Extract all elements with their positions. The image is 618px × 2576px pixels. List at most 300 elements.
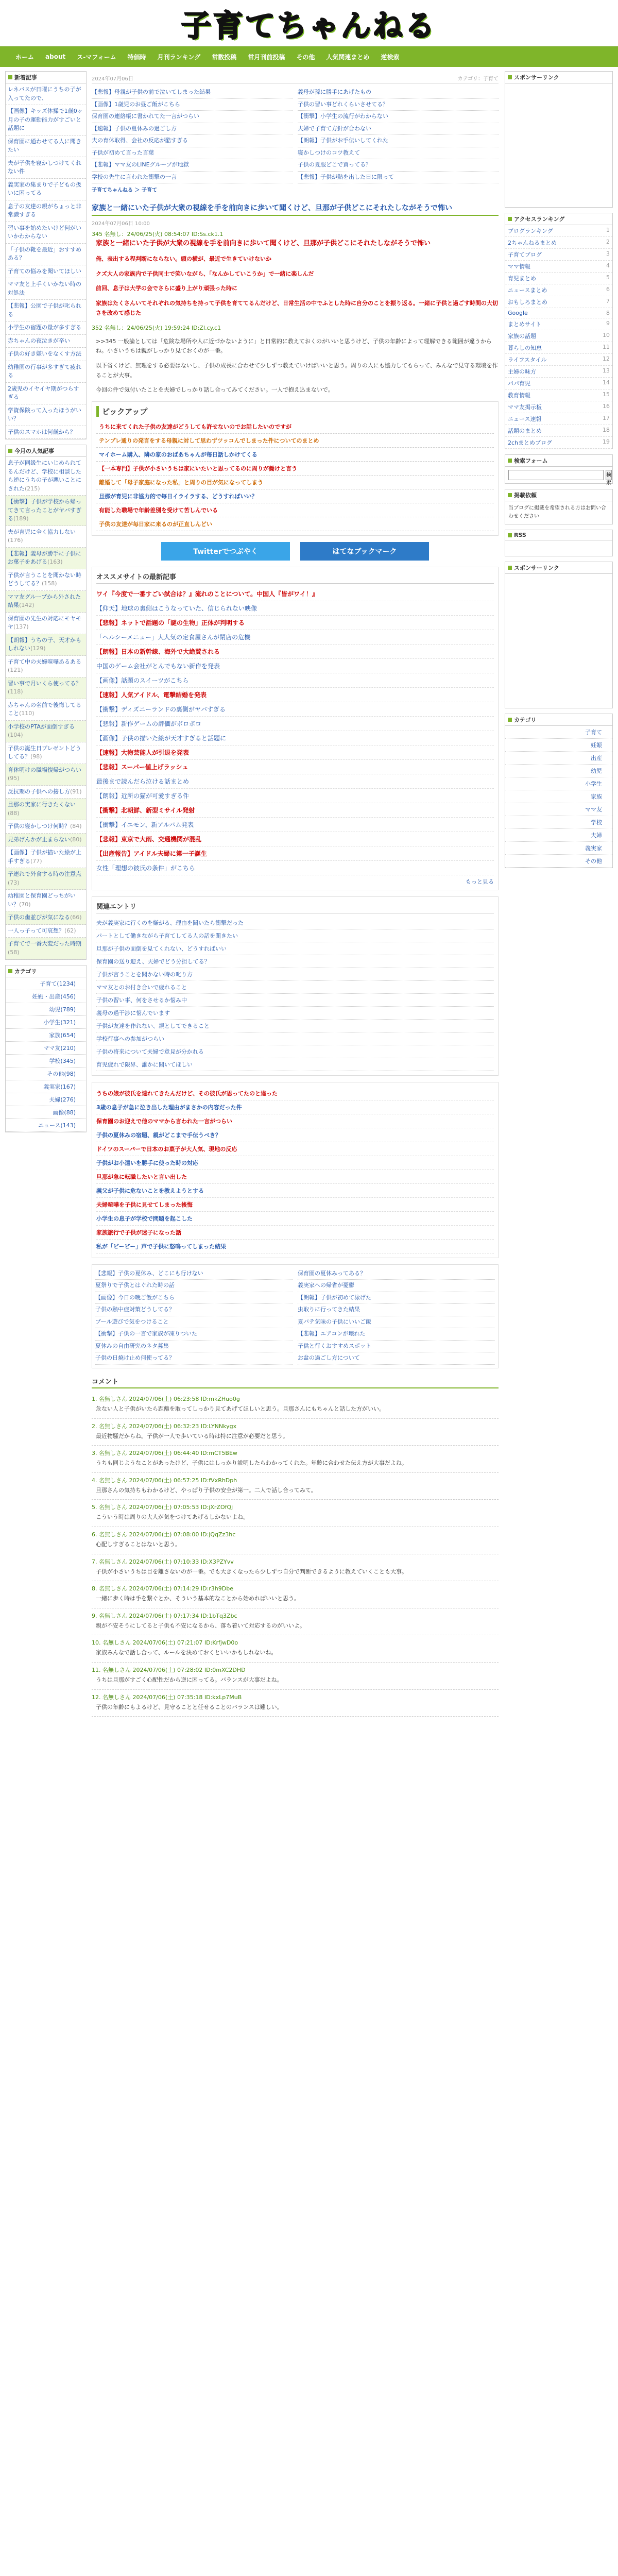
list-item <box>96 1128 494 1142</box>
sponsor-box <box>505 71 613 208</box>
list-item <box>505 261 612 273</box>
article-title[interactable]: 家族と一緒にいた子供が大衆の視線を手を前向きに歩いて聞くけど、旦那が子供どこにそれたしながそうで怖い <box>92 200 499 216</box>
list-item <box>6 677 86 699</box>
list-item <box>6 1003 86 1016</box>
related-link[interactable]: 子供が友達を作れない、親としてできること <box>96 1022 210 1029</box>
comment-count: (58) <box>8 948 20 956</box>
comment-count: (77) <box>30 857 42 865</box>
list-item <box>96 434 494 448</box>
pickup-title: ピックアップ <box>96 406 494 417</box>
list-item <box>298 1292 495 1304</box>
category-link[interactable]: 幼児 <box>591 768 602 774</box>
article-link[interactable]: 義母が孫に勝手にあげたもの <box>298 89 371 95</box>
category-link[interactable]: 小学生(321) <box>43 1019 76 1026</box>
list-item <box>298 172 499 184</box>
osusume-link[interactable]: 【悲報】新作ゲームの評価がボロボロ <box>96 720 202 727</box>
osusume-link[interactable]: 【画像】話題のスイーツがこちら <box>96 676 189 684</box>
list-item <box>6 925 86 938</box>
list-item <box>6 457 86 496</box>
article-link[interactable]: 【衝撃】小学生の流行がわからない <box>298 113 388 120</box>
comment-text: 一緒に歩く時は手を繋ぐとか、そういう基本的なことから始めればいいと思う。 <box>96 1595 300 1602</box>
ranking-number: 3 <box>606 250 610 257</box>
osusume-link[interactable]: 「ヘルシーメニュー」大人気の定食屋さんが閉店の危機 <box>96 633 251 641</box>
article-link[interactable]: 子供がお小遣いを勝手に使った時の対応 <box>96 1159 198 1166</box>
request-text: 当ブログに掲載を希望される方はお問い合わせください <box>508 505 606 519</box>
ranking-link[interactable]: 2chまとめブログ <box>508 439 553 446</box>
ranking-number: 14 <box>603 379 610 386</box>
article-link[interactable]: 寝かしつけのコツ教えて <box>298 149 360 156</box>
list-item <box>6 764 86 786</box>
ranking-link[interactable]: 話題のまとめ <box>508 428 542 434</box>
kanren-title: 関連エントリ <box>96 901 494 913</box>
list-item <box>505 273 612 284</box>
article-link[interactable]: ママ友と上手くいかない時の対処法 <box>8 281 81 296</box>
ranking-number: 1 <box>606 227 610 233</box>
nav-item[interactable]: ス-マフォーム <box>77 53 116 61</box>
article-link[interactable]: お盆の過ごし方について <box>298 1354 360 1362</box>
article-link[interactable]: うちの娘が彼氏を連れてきたんだけど、その彼氏が思ってたのと違った <box>96 1090 278 1097</box>
list-item <box>6 157 86 179</box>
res-header: 345 名無し：24/06/25(火) 08:54:07 ID:Ss.ck1.1 <box>92 231 224 238</box>
article-link[interactable]: 義実家への帰省が憂鬱 <box>298 1282 354 1289</box>
category-link[interactable]: その他(98) <box>47 1071 76 1077</box>
list-item <box>96 1020 494 1032</box>
article-link[interactable]: 子育てで一番大変だった時期 <box>8 940 81 947</box>
list-item <box>96 517 494 531</box>
comment-header: 12. 名無しさん 2024/07/06(土) 07:35:18 ID:kxLp7MuB <box>92 1693 242 1701</box>
list-item <box>505 296 612 308</box>
category-link[interactable]: 妊娠 <box>591 742 602 749</box>
article-link[interactable]: 【悲報】子供が熱を出した日に限って <box>298 173 394 180</box>
res-body: >>345 一般論としては「危険な場所や人に近づかないように」と日常的に教えておくのがいいと思うけど、子供の年齢によって理解できる範囲が違うからね。小さいうちは親がしっかり見ておくのが一番。 <box>96 337 492 354</box>
article-link[interactable]: 保育園の夏休みってある？ <box>298 1269 366 1277</box>
article-link[interactable]: 子供の歯並びが気になる <box>8 914 70 921</box>
category-link[interactable]: ママ友 <box>585 806 602 813</box>
category-link[interactable]: 義実家 <box>585 845 602 852</box>
box-title: アクセスランキング <box>514 216 565 223</box>
list-item <box>6 383 86 404</box>
article-link[interactable]: 旦那の実家に行きたくない <box>8 801 76 808</box>
article-link[interactable]: 子供のスマホは何歳から？ <box>8 428 76 435</box>
comment-count: (62) <box>64 927 76 934</box>
list-item <box>6 834 86 847</box>
article-link[interactable]: 兄弟げんかが止まらない <box>8 836 70 843</box>
res-body: 家族と一緒にいた子供が大衆の視線を手を前向きに歩いて聞くけど、旦那が子供どこにそれたしながそうで怖い <box>96 240 431 247</box>
article-link[interactable]: 子育ての悩みを聞いてほしい <box>8 267 81 275</box>
ad-area <box>505 574 612 708</box>
related-link[interactable]: 育児疲れで限界、誰かに聞いてほしい <box>96 1061 193 1068</box>
ranking-number: 2 <box>606 239 610 245</box>
res-list <box>92 230 499 395</box>
article-link[interactable]: 息子が同級生にいじめられてるんだけど、学校に相談したら逆にうちの子が悪いことにされた <box>8 460 81 492</box>
article-link[interactable]: 義実家の集まりで子どもの扱いに困ってる <box>8 181 81 196</box>
article-link[interactable]: 2歳児のイヤイヤ期がつらすぎる <box>8 385 79 400</box>
article-link[interactable]: 育休明けの職場復帰がつらい <box>8 766 81 773</box>
list-item <box>92 159 293 172</box>
list-item <box>6 361 86 383</box>
list-item <box>505 842 612 855</box>
article-link[interactable]: 幼稚園と保育園どっちがいい？ <box>8 892 76 908</box>
related-link[interactable]: 夫が義実家に行くのを嫌がる、理由を聞いたら衝撃だった <box>96 919 244 926</box>
list-item <box>96 968 494 981</box>
article-link[interactable]: 【悲報】ママ友のLINEグループが地獄 <box>92 161 189 168</box>
article-link[interactable]: 【朗報】子供がお手伝いしてくれた <box>298 137 388 144</box>
osusume-link[interactable]: 女性「理想の彼氏の条件」がこちら <box>96 864 196 872</box>
article-link[interactable]: 【悲報】義母が勝手に子供にお菓子をあげる <box>8 550 81 565</box>
category-link[interactable]: 画像(88) <box>53 1109 76 1116</box>
article-link[interactable]: 夫が育児に全く協力しない <box>8 528 76 535</box>
article-link[interactable]: 一人っ子って可哀想？ <box>8 927 64 934</box>
comment-header: 1. 名無しさん 2024/07/06(土) 06:23:58 ID:mkZHuo0g <box>92 1395 240 1402</box>
comment-count: (84) <box>70 823 82 829</box>
nav-item[interactable]: 人気関連まとめ <box>326 53 370 61</box>
article-link[interactable]: 旦那が急に転職したいと言い出した <box>96 1173 187 1180</box>
comment-count: (118) <box>8 688 23 695</box>
category-box <box>5 965 87 1132</box>
article-link[interactable]: 【悲報】エアコンが壊れた <box>298 1330 366 1337</box>
osusume-link[interactable]: 【衝撃】ディズニーランドの裏側がヤバすぎる <box>96 705 226 713</box>
osusume-link[interactable]: 【衝撃】北朝鮮、新型ミサイル発射 <box>96 806 195 814</box>
category-link[interactable]: 家族 <box>591 793 602 800</box>
nav-item[interactable]: 常月刊前投稿 <box>248 53 285 61</box>
comment-text: 危ない人と子供がいたら距離を取ってしっかり見てあげてほしいと思う。旦那さんにもちゃんと話した方がいい。 <box>96 1405 385 1412</box>
comment-header: 11. 名無しさん 2024/07/06(土) 07:28:02 ID:0mXC2DHD <box>92 1666 246 1673</box>
article-link[interactable]: 【画像】1歳児のお昼ご飯がこちら <box>92 100 180 108</box>
list-item <box>96 645 494 659</box>
article-link[interactable]: 小学校のPTAが面倒すぎる <box>8 723 75 730</box>
ranking-link[interactable]: 子育てブログ <box>508 251 542 258</box>
category-link[interactable]: 夫婦(276) <box>49 1096 76 1103</box>
ranking-link[interactable]: おもしろまとめ <box>508 299 547 306</box>
list-item <box>505 366 612 378</box>
list-item <box>6 179 86 200</box>
twitter-share-button[interactable]: Twitterでつぶやく <box>161 542 290 561</box>
list-item <box>6 404 86 426</box>
category-link[interactable]: その他 <box>585 858 602 865</box>
osusume-link[interactable]: 【衝撃】イエモン、新アルバム発表 <box>96 821 194 828</box>
article-link[interactable]: 3歳の息子が急に泣き出した理由がまさかの内容だった件 <box>96 1104 242 1111</box>
osusume-link[interactable]: 【悲報】スーパー値上げラッシュ <box>96 763 188 771</box>
list-item <box>6 634 86 656</box>
category-link[interactable]: 義実家(167) <box>43 1083 76 1090</box>
list-item <box>96 942 494 955</box>
list-item <box>298 147 499 160</box>
res-item <box>92 269 499 279</box>
ranking-link[interactable]: パパ育児 <box>508 380 530 387</box>
article-link[interactable]: ママ友グループから外された結果 <box>8 593 81 608</box>
category-link[interactable]: 幼児(789) <box>49 1006 76 1013</box>
article-link[interactable]: 夏バテ気味の子供にいいご飯 <box>298 1318 371 1325</box>
list-item <box>92 135 293 147</box>
list-item <box>505 284 612 296</box>
res-item <box>92 255 499 264</box>
article-link[interactable]: 夫婦で子育て方針が合わない <box>298 125 371 132</box>
article-link[interactable]: 学校の先生に言われた衝撃の一言 <box>92 173 177 180</box>
osusume-link[interactable]: 【朗報】近所の猫が可愛すぎる件 <box>96 792 190 800</box>
pickup-link[interactable]: マイホーム購入、隣の家のおばあちゃんが毎日話しかけてくる <box>99 451 258 458</box>
nav-item[interactable]: 月刊ランキング <box>157 53 201 61</box>
list-item <box>505 354 612 366</box>
list-item <box>6 244 86 265</box>
article-link[interactable]: 家族旅行で子供が迷子になった話 <box>96 1229 181 1236</box>
list-item <box>298 135 499 147</box>
nav-item[interactable]: ホーム <box>15 53 35 61</box>
comments-section <box>92 1375 499 1717</box>
related-link[interactable]: 保育園の送り迎え、夫婦でどう分担してる？ <box>96 958 210 965</box>
article-link[interactable]: 【画像】今日の晩ご飯がこちら <box>95 1294 175 1301</box>
related-link[interactable]: 子供の習い事、何をさせるか悩み中 <box>96 996 187 1004</box>
comment-text: 子供の年齢にもよるけど、見守ることと任せることのバランスは難しい。 <box>96 1703 283 1710</box>
ranking-link[interactable]: 育児まとめ <box>508 275 536 282</box>
article-link[interactable]: 習い事で月いくら使ってる？ <box>8 680 81 687</box>
related-link[interactable]: 子供の将来について夫婦で意見が分かれる <box>96 1048 204 1055</box>
article-link[interactable]: 子供の習い事どれくらいさせてる？ <box>298 100 388 108</box>
list-item <box>6 278 86 300</box>
list-item <box>6 1080 86 1093</box>
article-link[interactable]: 夫が子供を寝かしつけてくれない件 <box>8 159 81 175</box>
ranking-link[interactable]: 2ちゃんねるまとめ <box>508 240 557 246</box>
article-link[interactable]: 子供の寝かしつけ何時？ <box>8 823 70 829</box>
osusume-link[interactable]: 【悲報】ネットで話題の「謎の生物」正体が判明する <box>96 619 245 626</box>
nav-item[interactable]: 逆検索 <box>381 53 400 61</box>
article-link[interactable]: 赤ちゃんの夜泣きが辛い <box>8 337 70 344</box>
list-item <box>96 774 494 789</box>
article-link[interactable]: 夏祭りで子供とはぐれた時の話 <box>95 1282 175 1289</box>
osusume-link[interactable]: 【朗報】日本の新幹線、海外で大絶賛される <box>96 648 220 655</box>
site-logo[interactable]: 子育てちゃんねる <box>181 8 437 43</box>
pickup-link[interactable]: 離婚して「母子家庭になった私」と周りの目が気になってしまう <box>99 479 263 486</box>
article-link[interactable]: 子供の好き嫌いをなくす方法 <box>8 350 81 357</box>
list-item <box>505 816 612 829</box>
pickup-link[interactable]: 【一本専門】子供が小さいうちは家にいたいと思ってるのに周りが働けと言う <box>99 465 297 472</box>
list-item <box>6 321 86 335</box>
comment-item <box>92 1554 499 1582</box>
square-icon <box>8 75 12 79</box>
list-item <box>96 745 494 760</box>
category-link[interactable]: ニュース(143) <box>38 1122 76 1129</box>
article-link[interactable]: 夫の育休取得、会社の反応が酷すぎる <box>92 137 188 144</box>
nav-item[interactable]: about <box>45 53 66 60</box>
list-item <box>96 1142 494 1156</box>
pickup-link[interactable]: 旦那が育児に非協力的で毎日イライラする、どうすればいい？ <box>99 493 258 500</box>
comment-text: うちも同じようなことがあったけど、子供にはしっかり説明したらわかってくれた。年齢に合わせた伝え方が大事だよね。 <box>96 1460 407 1467</box>
ranking-link[interactable]: 家族の話題 <box>508 333 536 340</box>
category-link[interactable]: ママ友(210) <box>43 1045 76 1052</box>
list-item <box>96 1100 494 1114</box>
comment-count: (66) <box>70 914 82 921</box>
box-title: 検索フォーム <box>514 457 548 464</box>
article-link[interactable]: 息子の友達の親がちょっと非常識すぎる <box>8 202 81 218</box>
list-item <box>96 1212 494 1226</box>
article-link[interactable]: 子供の誕生日プレゼントどうしてる？ <box>8 744 81 760</box>
ranking-link[interactable]: ニュース速報 <box>508 416 542 422</box>
osusume-link[interactable]: 【速報】人気アイドル、電撃結婚を発表 <box>96 691 207 699</box>
osusume-link[interactable]: ワイ『今度で一番すごい試合は？』流れのことについて。中国人『皆がワイ！』 <box>96 590 318 598</box>
osusume-title: オススメサイトの最新記事 <box>96 571 494 584</box>
comment-count: (189) <box>13 515 29 522</box>
comment-count: (137) <box>13 623 29 630</box>
article-link[interactable]: 【悲報】子供の夏休み、どこにも行けない <box>95 1269 203 1277</box>
pickup-link[interactable]: 有能した職場で年齢差別を受けて苦しんでいる <box>99 506 218 514</box>
category-link[interactable]: 学校 <box>591 819 602 826</box>
search-button[interactable]: 検索 <box>606 470 612 480</box>
ranking-link[interactable]: 主婦の味方 <box>508 368 536 375</box>
list-item <box>96 818 494 832</box>
comment-item <box>92 1527 499 1554</box>
comment-count: (121) <box>8 667 23 673</box>
ranking-link[interactable]: まとめサイト <box>508 321 542 328</box>
article-link[interactable]: 夫婦喧嘩を子供に見せてしまった後悔 <box>96 1201 193 1208</box>
comment-item <box>92 1392 499 1419</box>
related-link[interactable]: 子供が言うことを聞かない時の叱り方 <box>96 971 193 978</box>
list-item <box>92 111 293 123</box>
list-item <box>96 789 494 803</box>
search-input[interactable] <box>508 470 604 480</box>
osusume-link[interactable]: 【出産報告】アイドル夫婦に第一子誕生 <box>96 850 207 857</box>
article-link[interactable]: 子供が言うことを聞かない時どうしてる？ <box>8 571 81 587</box>
osusume-link[interactable]: 【仰天】地球の裏側はこうなっていた、信じられない映像 <box>96 604 258 612</box>
ranking-link[interactable]: Google <box>508 310 528 316</box>
category-link[interactable]: 家族(654) <box>49 1032 76 1039</box>
osusume-link[interactable]: 【画像】子供の描いた絵が天才すぎると話題に <box>96 734 227 742</box>
article-link[interactable]: 幼稚園の行事が多すぎて疲れる <box>8 363 81 379</box>
article-link[interactable]: 子供と行くおすすめスポット <box>298 1342 372 1349</box>
comment-item <box>92 1581 499 1608</box>
article-link[interactable]: 【衝撃】子供の一言で家族が凍りついた <box>95 1330 197 1337</box>
osusume-link[interactable]: 中国のゲーム会社がとんでもない新作を発表 <box>96 662 220 670</box>
nav-item[interactable]: 特価時 <box>127 53 146 61</box>
breadcrumb-text[interactable]: 子育てちゃんねる ＞ 子育て <box>92 188 157 193</box>
list-item <box>96 1184 494 1198</box>
nav-item[interactable]: 常数投稿 <box>212 53 237 61</box>
article-link[interactable]: 【画像】子供が描いた絵が上手すぎる <box>8 849 81 865</box>
category-link[interactable]: 小学生 <box>585 781 602 787</box>
comment-text: うちは旦那がすごく心配性だから逆に困ってる。バランスが大事だよね。 <box>96 1676 283 1683</box>
article-link[interactable]: 学資保険って入ったほうがいい？ <box>8 406 81 422</box>
osusume-link[interactable]: 最後まで読んだら泣ける話まとめ <box>96 777 190 785</box>
category-link[interactable]: 学校(345) <box>49 1058 76 1064</box>
comment-item <box>92 1419 499 1446</box>
ranking-link[interactable]: 暮らしの知恵 <box>508 345 542 351</box>
article-link[interactable]: 反抗期の子供への接し方 <box>8 788 70 795</box>
article-link[interactable]: 保育園の連絡帳に書かれてた一言がつらい <box>92 113 199 120</box>
article-link[interactable]: 【悲報】公園で子供が叱られる <box>8 302 81 318</box>
list-item <box>96 616 494 630</box>
main-content <box>92 71 499 1717</box>
related-link[interactable]: 旦那が子供の面倒を見てくれない、どうすればいい <box>96 945 227 952</box>
article-link[interactable]: 小学生の息子が学校で問題を起こした <box>96 1215 193 1222</box>
category-link[interactable]: 夫婦 <box>591 832 602 839</box>
ranking-link[interactable]: 教育情報 <box>508 392 530 399</box>
ranking-number: 16 <box>603 403 610 410</box>
list-item <box>6 656 86 677</box>
nav-item[interactable]: その他 <box>296 53 315 61</box>
article-link[interactable]: 保育園のお迎えで他のママから言われた一言がつらい <box>96 1117 232 1125</box>
share-buttons <box>92 542 499 561</box>
article-link[interactable]: 【悲報】母親が子供の前で泣いてしまった結果 <box>92 89 211 95</box>
list-item <box>96 1240 494 1253</box>
ranking-link[interactable]: ブログランキング <box>508 228 553 234</box>
ranking-link[interactable]: ママ情報 <box>508 263 530 270</box>
article-link[interactable]: 私が「ビービー」声で子供に怒鳴ってしまった結果 <box>96 1243 227 1250</box>
links2-box <box>92 1082 499 1258</box>
article-link[interactable]: 子供の熱中症対策どうしてる？ <box>95 1306 175 1313</box>
right-sidebar <box>505 71 613 1717</box>
osusume-link[interactable]: 【速報】大物芸能人が引退を発表 <box>96 749 190 756</box>
article-link[interactable]: 【朗報】子供が初めて泳げた <box>298 1294 371 1301</box>
article-link[interactable]: 保育園の先生の対応にモヤモヤ <box>8 615 81 630</box>
category-link[interactable]: 子育て(1234) <box>40 980 76 987</box>
article-link[interactable]: 【速報】子供の夏休みの過ごし方 <box>92 125 177 132</box>
osusume-link[interactable]: 【悲報】東京で大雨、交通機関が混乱 <box>96 835 202 843</box>
ranking-link[interactable]: ママ友掲示板 <box>508 404 542 411</box>
article-link[interactable]: 子供が初めて言った言葉 <box>92 149 154 156</box>
article-link[interactable]: 保育園に通わせてる人に聞きたい <box>8 138 81 153</box>
ranking-link[interactable]: ニュースまとめ <box>508 287 547 294</box>
comment-item <box>92 1473 499 1500</box>
article-link[interactable]: 義父が子供に危ないことを教えようとする <box>96 1187 204 1194</box>
article-link[interactable]: 子供の夏服どこで買ってる？ <box>298 161 371 168</box>
article-link[interactable]: レネバスが日曜にうちの子が入ってたので、 <box>8 86 81 101</box>
list-item <box>298 1280 495 1292</box>
list-item <box>6 990 86 1003</box>
list-item <box>6 786 86 799</box>
article-link[interactable]: 子連れで外食する時の注意点 <box>8 871 81 877</box>
article-link[interactable]: ドイツのスーパーで日本のお菓子が大人気、現地の反応 <box>96 1145 237 1153</box>
list-item <box>6 335 86 348</box>
request-box <box>505 489 613 524</box>
pickup-link[interactable]: テンプレ通りの発言をする母親に対して思わずツッコんでしまった件についてのまとめ <box>99 437 319 444</box>
list-item <box>505 225 612 237</box>
more-link[interactable]: もっと見る <box>466 878 494 885</box>
article-link[interactable]: 夏休みの自由研究のネタ募集 <box>95 1342 169 1349</box>
article-link[interactable]: 子供の日焼け止め何使ってる？ <box>95 1354 175 1362</box>
article-link[interactable]: 小学生の宿題の量が多すぎる <box>8 324 81 331</box>
list-item <box>96 489 494 503</box>
related-link[interactable]: ママ友とのお付き合いで疲れること <box>96 984 187 991</box>
article-link[interactable]: 赤ちゃんの名前で後悔してること <box>8 701 81 717</box>
comment-item <box>92 1663 499 1690</box>
list-item <box>505 765 612 777</box>
article-link[interactable]: 「子供の靴を最近」おすすめある？ <box>8 246 82 261</box>
hatena-bookmark-button[interactable]: はてなブックマーク <box>300 542 429 561</box>
article-link[interactable]: 虫取りに行ってきた結果 <box>298 1306 360 1313</box>
list-item <box>6 200 86 222</box>
related-link[interactable]: 学校行事への参加がつらい <box>96 1035 164 1042</box>
res-header: 352 名無し：24/06/25(火) 19:59:24 ID:ZI.cy.c1 <box>92 324 221 331</box>
list-item <box>505 425 612 437</box>
article-link[interactable]: 【衝撃】子供が学校から帰ってきて言ったことがヤバすぎる <box>8 498 81 522</box>
list-item <box>505 401 612 413</box>
comment-item <box>92 1635 499 1663</box>
pickup-link[interactable]: うちに来てくれた子供の友達がどうしても許せないのでお話したいのですが <box>99 423 291 430</box>
article-link[interactable]: プール遊びで気をつけること <box>95 1318 169 1325</box>
related-link[interactable]: パートとして働きながら子育てしてる人の話を聞きたい <box>96 932 238 939</box>
article-link[interactable]: 【朗報】うちの子、天才かもしれない <box>8 636 81 652</box>
article-link[interactable]: 習い事を始めたいけど何がいいかわからない <box>8 224 81 240</box>
list-item <box>6 868 86 890</box>
ranking-link[interactable]: ライフスタイル <box>508 357 547 363</box>
category-link[interactable]: 妊娠・出産(456) <box>32 993 76 1000</box>
article-link[interactable]: 子供の夏休みの宿題、親がどこまで手伝うべき？ <box>96 1131 221 1139</box>
pickup-link[interactable]: 子供の友達が毎日家に来るのが正直しんどい <box>99 520 212 528</box>
category-link[interactable]: 出産 <box>591 755 602 761</box>
category-link[interactable]: 子育て <box>585 729 602 736</box>
category-text[interactable]: カテゴリ：子育て <box>457 76 499 82</box>
article-link[interactable]: 子育て中の夫婦喧嘩あるある <box>8 658 81 665</box>
article-link[interactable]: 【画像】キッズ体操で1歳0ヶ月の子の運動能力がすごいと話題に <box>8 108 83 131</box>
related-link[interactable]: 義母の過干渉に悩んでいます <box>96 1009 170 1016</box>
